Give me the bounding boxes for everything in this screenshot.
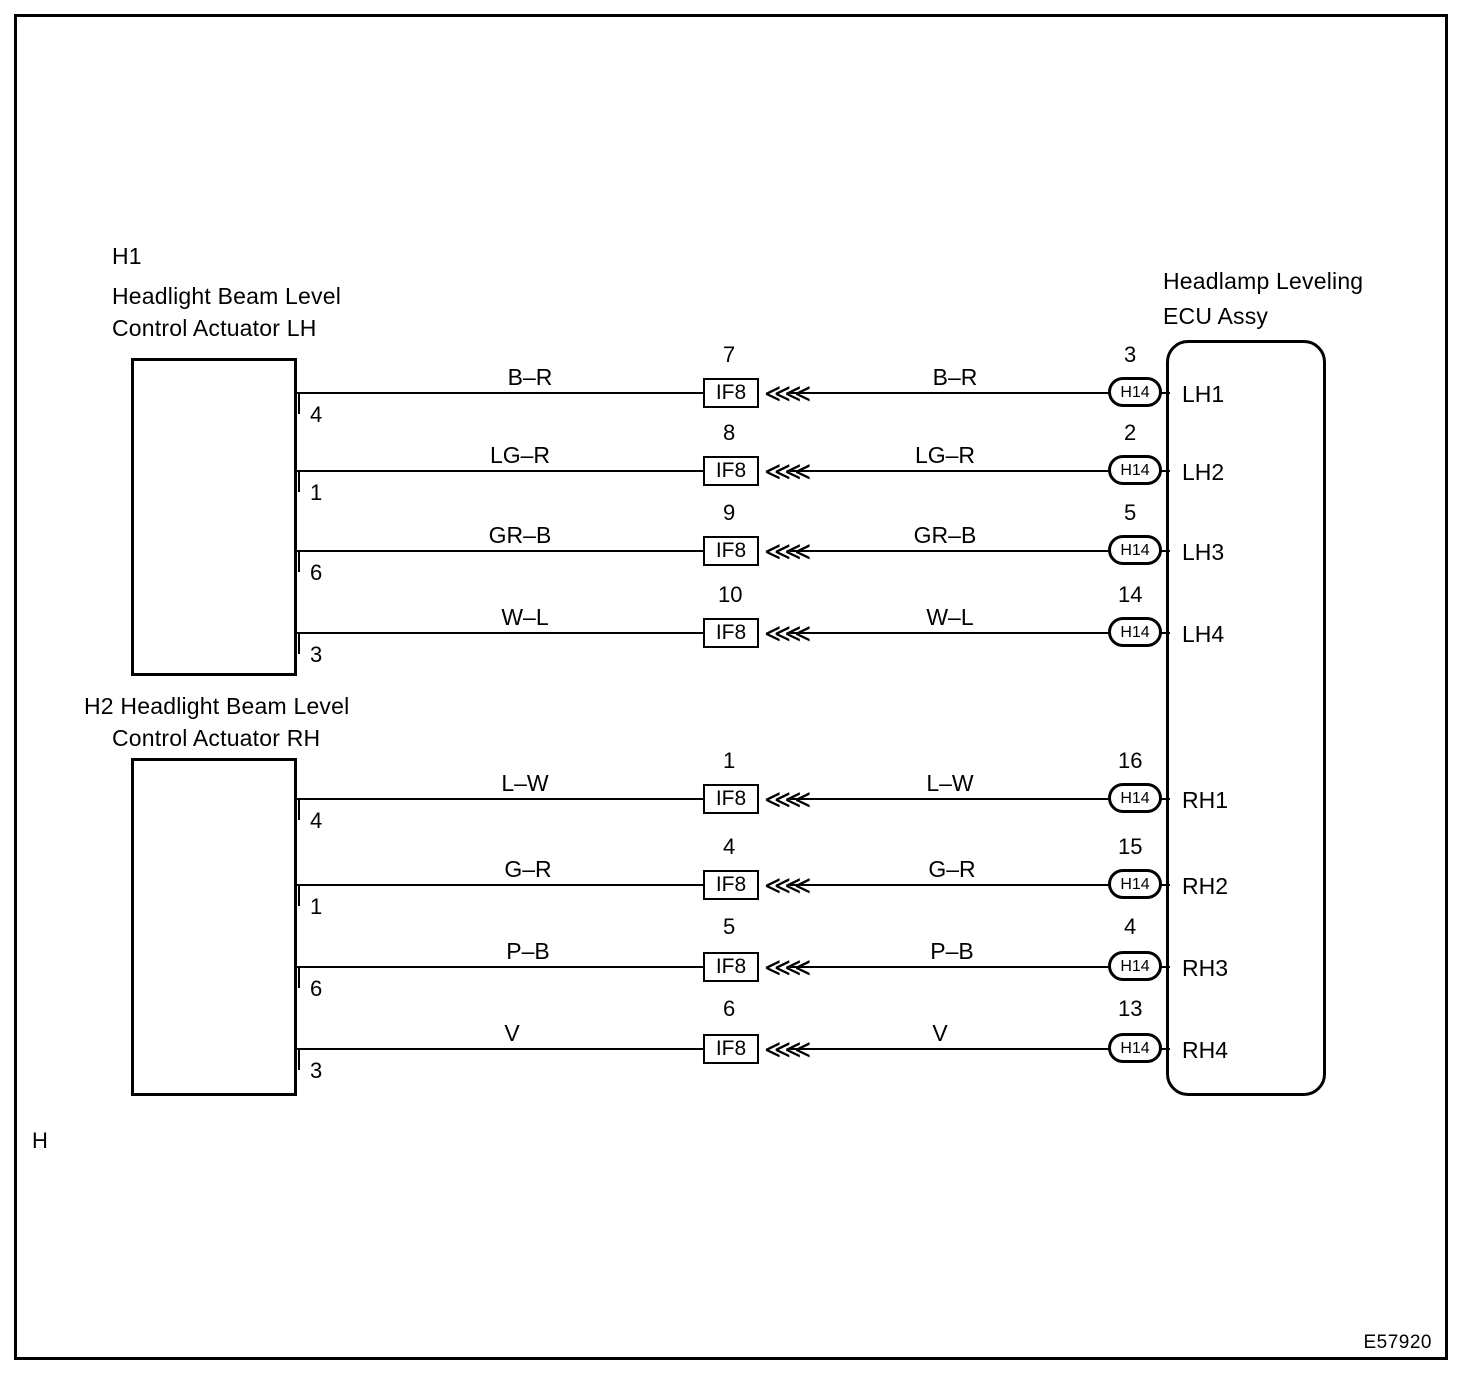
ecu-terminal-8: RH4 xyxy=(1182,1037,1229,1063)
ecu-terminal-5: RH1 xyxy=(1182,787,1229,813)
wire-drop-8 xyxy=(298,1048,300,1070)
junction-pin-5: 1 xyxy=(723,748,736,773)
wire-label-right-6: G–R xyxy=(928,856,976,882)
wire-drop-1 xyxy=(298,392,300,414)
ecu-terminal-4: LH4 xyxy=(1182,621,1225,647)
component-h2-code: H2 xyxy=(84,693,114,719)
connector-oval-7: H14 xyxy=(1108,951,1162,981)
component-h1-name-line1: Headlight Beam Level xyxy=(112,283,342,309)
junction-if8-4: IF8 xyxy=(703,618,759,648)
component-h2-code-and-name-line1 xyxy=(84,690,349,722)
arrow-chevron-7: ≪≪ xyxy=(764,952,805,982)
ecu-pin-8: 13 xyxy=(1118,996,1143,1021)
ecu-stub-1 xyxy=(1160,392,1170,394)
junction-if8-1: IF8 xyxy=(703,378,759,408)
arrow-chevron-4: ≪≪ xyxy=(764,618,805,648)
connector-oval-3: H14 xyxy=(1108,535,1162,565)
junction-if8-6: IF8 xyxy=(703,870,759,900)
component-pin-h2-3: 6 xyxy=(310,976,323,1001)
wire-label-right-1: B–R xyxy=(932,364,978,390)
component-pin-h2-4: 3 xyxy=(310,1058,323,1083)
wire-label-right-3: GR–B xyxy=(913,522,977,548)
wire-label-left-3: GR–B xyxy=(488,522,552,548)
wire-line-left-7 xyxy=(297,966,707,968)
ecu-stub-3 xyxy=(1160,550,1170,552)
wire-label-left-5: L–W xyxy=(501,770,549,796)
wire-label-right-8: V xyxy=(932,1020,948,1046)
ecu-pin-6: 15 xyxy=(1118,834,1143,859)
wire-label-left-1: B–R xyxy=(507,364,553,390)
wire-line-right-3 xyxy=(790,550,1122,552)
component-h2-box xyxy=(131,758,297,1096)
component-pin-h1-2: 1 xyxy=(310,480,323,505)
component-h2-name-line2: Control Actuator RH xyxy=(112,725,321,751)
component-pin-h1-3: 6 xyxy=(310,560,323,585)
junction-if8-8: IF8 xyxy=(703,1034,759,1064)
arrow-chevron-1: ≪≪ xyxy=(764,378,805,408)
wire-drop-4 xyxy=(298,632,300,654)
wire-drop-5 xyxy=(298,798,300,820)
wire-line-right-4 xyxy=(790,632,1122,634)
figure-id: E57920 xyxy=(1363,1332,1432,1353)
junction-pin-1: 7 xyxy=(723,342,736,367)
wire-line-left-2 xyxy=(297,470,707,472)
component-pin-h1-4: 3 xyxy=(310,642,323,667)
arrow-chevron-8: ≪≪ xyxy=(764,1034,805,1064)
wire-line-right-8 xyxy=(790,1048,1122,1050)
component-h2-name-line1: Headlight Beam Level xyxy=(120,693,350,719)
ecu-stub-8 xyxy=(1160,1048,1170,1050)
wire-line-right-2 xyxy=(790,470,1122,472)
wire-line-right-6 xyxy=(790,884,1122,886)
wire-label-left-7: P–B xyxy=(506,938,550,964)
ecu-terminal-6: RH2 xyxy=(1182,873,1229,899)
ecu-stub-4 xyxy=(1160,632,1170,634)
wire-line-left-5 xyxy=(297,798,707,800)
arrow-chevron-2: ≪≪ xyxy=(764,456,805,486)
wire-label-left-4: W–L xyxy=(501,604,549,630)
arrow-chevron-3: ≪≪ xyxy=(764,536,805,566)
wire-line-left-4 xyxy=(297,632,707,634)
junction-if8-5: IF8 xyxy=(703,784,759,814)
ecu-terminal-7: RH3 xyxy=(1182,955,1229,981)
connector-oval-8: H14 xyxy=(1108,1033,1162,1063)
connector-oval-1: H14 xyxy=(1108,377,1162,407)
ecu-stub-2 xyxy=(1160,470,1170,472)
wire-line-right-7 xyxy=(790,966,1122,968)
component-h1-name-line2: Control Actuator LH xyxy=(112,315,317,341)
junction-pin-2: 8 xyxy=(723,420,736,445)
ecu-stub-7 xyxy=(1160,966,1170,968)
ecu-pin-2: 2 xyxy=(1124,420,1137,445)
ecu-pin-1: 3 xyxy=(1124,342,1137,367)
junction-if8-2: IF8 xyxy=(703,456,759,486)
ecu-stub-5 xyxy=(1160,798,1170,800)
wire-label-right-2: LG–R xyxy=(914,442,976,468)
wire-label-right-4: W–L xyxy=(926,604,974,630)
ecu-pin-7: 4 xyxy=(1124,914,1137,939)
arrow-chevron-6: ≪≪ xyxy=(764,870,805,900)
ecu-name-line2: ECU Assy xyxy=(1163,303,1269,329)
junction-if8-7: IF8 xyxy=(703,952,759,982)
ecu-terminal-2: LH2 xyxy=(1182,459,1225,485)
component-pin-h2-2: 1 xyxy=(310,894,323,919)
wire-label-right-7: P–B xyxy=(930,938,974,964)
connector-oval-2: H14 xyxy=(1108,455,1162,485)
ecu-stub-6 xyxy=(1160,884,1170,886)
ecu-box xyxy=(1166,340,1326,1096)
ecu-terminal-1: LH1 xyxy=(1182,381,1225,407)
wire-line-right-1 xyxy=(790,392,1122,394)
component-pin-h1-1: 4 xyxy=(310,402,323,427)
junction-pin-4: 10 xyxy=(718,582,743,607)
wire-line-left-1 xyxy=(297,392,707,394)
connector-oval-4: H14 xyxy=(1108,617,1162,647)
wire-drop-6 xyxy=(298,884,300,906)
ecu-pin-3: 5 xyxy=(1124,500,1137,525)
arrow-chevron-5: ≪≪ xyxy=(764,784,805,814)
connector-oval-5: H14 xyxy=(1108,783,1162,813)
junction-pin-3: 9 xyxy=(723,500,736,525)
wire-line-left-3 xyxy=(297,550,707,552)
connector-oval-6: H14 xyxy=(1108,869,1162,899)
wire-label-left-2: LG–R xyxy=(489,442,551,468)
wire-label-right-5: L–W xyxy=(926,770,974,796)
page-corner-marker: H xyxy=(32,1128,48,1153)
component-pin-h2-1: 4 xyxy=(310,808,323,833)
wire-label-left-8: V xyxy=(504,1020,520,1046)
junction-pin-7: 5 xyxy=(723,914,736,939)
wire-drop-2 xyxy=(298,470,300,492)
ecu-name-line1: Headlamp Leveling xyxy=(1163,268,1364,294)
junction-pin-6: 4 xyxy=(723,834,736,859)
wire-label-left-6: G–R xyxy=(504,856,552,882)
component-h1-box xyxy=(131,358,297,676)
wire-line-right-5 xyxy=(790,798,1122,800)
ecu-pin-5: 16 xyxy=(1118,748,1143,773)
junction-pin-8: 6 xyxy=(723,996,736,1021)
component-h1-code: H1 xyxy=(112,243,142,269)
wire-drop-3 xyxy=(298,550,300,572)
wire-line-left-6 xyxy=(297,884,707,886)
junction-if8-3: IF8 xyxy=(703,536,759,566)
wire-line-left-8 xyxy=(297,1048,707,1050)
ecu-pin-4: 14 xyxy=(1118,582,1143,607)
ecu-terminal-3: LH3 xyxy=(1182,539,1225,565)
wire-drop-7 xyxy=(298,966,300,988)
